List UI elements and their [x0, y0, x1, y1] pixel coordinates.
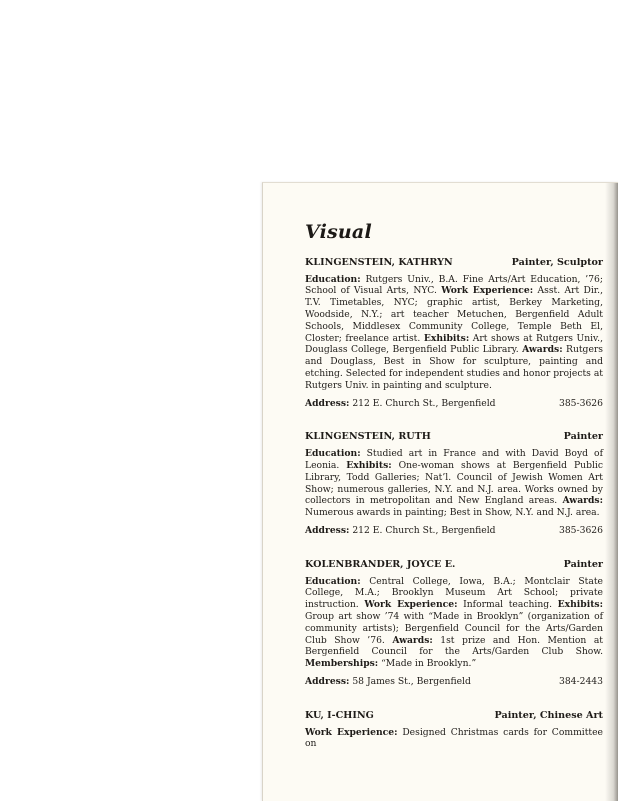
address-text: 58 James St., Bergenfield	[352, 675, 471, 687]
entry-header	[305, 710, 603, 722]
field-text: Numerous awards in painting; Best in Show, N.Y. and N.J. area.	[305, 507, 600, 519]
entry-header	[305, 431, 603, 443]
artist-name: KU, I-CHING	[305, 709, 374, 721]
field-label: Exhibits:	[346, 459, 392, 471]
address-label: Address:	[305, 675, 350, 687]
entry-description	[305, 448, 603, 519]
artist-name: KLINGENSTEIN, RUTH	[305, 431, 431, 443]
entry-header	[305, 559, 603, 571]
field-text: Central College, Iowa, B.A.; Montclair State College, M.A.; Brooklyn Museum Art School; private instruction.	[305, 575, 603, 611]
field-label: Exhibits:	[557, 599, 603, 611]
field-label: Memberships:	[305, 658, 379, 670]
entry-address-row	[305, 676, 603, 688]
document-page	[262, 182, 618, 801]
field-text: Rutgers and Douglass, Best in Show for sculpture, painting and etching. Selected for independent studies and honor projects at Rutgers Univ. in painting and sculpture.	[305, 344, 603, 391]
entry-address-row	[305, 525, 603, 537]
field-label: Work Experience:	[364, 599, 458, 611]
artist-roles: Painter, Sculptor	[511, 256, 603, 268]
field-label: Awards:	[392, 634, 433, 646]
artist-name: KOLENBRANDER, JOYCE E.	[305, 558, 456, 570]
field-text: Asst. Art Dir., T.V. Timetables, NYC; graphic artist, Berkey Marketing, Woodside, N.Y.; art teacher Metuchen, Bergenfield Adult Schools, Middlesex Community College, Temple Beth El, Closter; freelance artist.	[305, 285, 604, 344]
address-label: Address:	[305, 524, 350, 536]
address	[305, 398, 496, 410]
artist-entries	[305, 257, 603, 750]
entry-description	[305, 576, 603, 670]
field-text: Designed Christmas cards for Committee on	[305, 726, 603, 750]
address	[305, 525, 496, 537]
field-label: Work Experience:	[441, 285, 534, 297]
field-label: Education:	[305, 448, 361, 460]
phone-number: 385-3626	[558, 397, 603, 409]
address-label: Address:	[305, 397, 350, 409]
section-title: Visual	[305, 221, 372, 243]
field-text: “Made in Brooklyn.”	[378, 658, 477, 670]
artist-entry	[305, 559, 603, 688]
address-text: 212 E. Church St., Bergenfield	[352, 397, 496, 409]
field-text: 1st prize and Hon. Mention at Bergenfield Council for the Arts/Garden Club Show.	[305, 634, 603, 658]
artist-roles: Painter, Chinese Art	[494, 709, 603, 721]
field-label: Education:	[305, 273, 361, 285]
phone-number: 384-2443	[558, 675, 603, 687]
field-label: Work Experience:	[305, 726, 398, 738]
artist-roles: Painter	[563, 431, 603, 443]
artist-name: KLINGENSTEIN, KATHRYN	[305, 256, 453, 268]
entry-header	[305, 257, 603, 269]
field-text: Informal teaching.	[457, 599, 558, 611]
page-spine-shadow	[605, 183, 618, 801]
field-text: Studied art in France and with David Boyd of Leonia.	[305, 448, 603, 471]
field-text: Art shows at Rutgers Univ., Douglass College, Bergenfield Public Library.	[305, 332, 603, 356]
field-text: Group art show ’74 with “Made in Brooklyn” (organization of community artists); Bergenfield Council for the Arts/Garden Club Show ’76.	[305, 610, 603, 646]
artist-entry	[305, 431, 603, 536]
artist-entry	[305, 257, 603, 410]
address	[305, 676, 471, 688]
artist-entry	[305, 710, 603, 750]
page-content	[305, 221, 604, 772]
phone-number: 385-3626	[558, 524, 603, 536]
address-text: 212 E. Church St., Bergenfield	[352, 524, 496, 536]
field-label: Education:	[305, 575, 361, 587]
entry-address-row	[305, 398, 603, 410]
field-label: Awards:	[522, 344, 563, 356]
field-text: Rutgers Univ., B.A. Fine Arts/Art Education, ’76; School of Visual Arts, NYC.	[305, 273, 603, 297]
entry-description	[305, 274, 603, 392]
field-label: Awards:	[562, 495, 603, 507]
field-label: Exhibits:	[423, 332, 470, 344]
field-text: One-woman shows at Bergenfield Public Library, Todd Galleries; Nat’l. Council of Jewish Women Art Show; numerous galleries, N.Y. and N.J. area. Works owned by collectors in metropolitan and New England areas.	[305, 459, 603, 507]
artist-roles: Painter	[563, 558, 603, 570]
entry-description	[305, 727, 603, 751]
